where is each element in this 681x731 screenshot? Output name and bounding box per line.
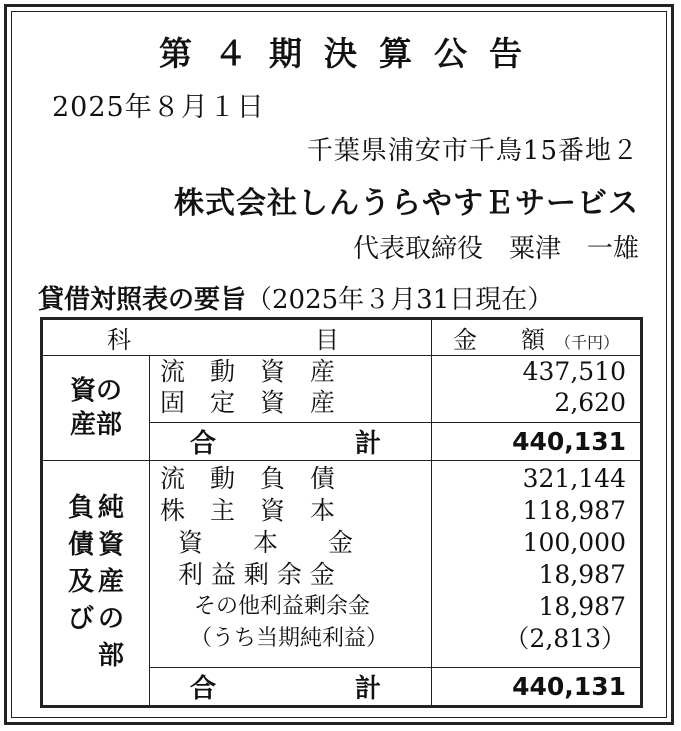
amount-value: 118,987 xyxy=(522,495,626,525)
category-char: 部 xyxy=(98,641,125,672)
col-amount-header: 金 額（千円） xyxy=(432,319,642,356)
category-char: 及 xyxy=(67,567,94,598)
category-char: 負 xyxy=(67,493,94,524)
amount-value: 18,987 xyxy=(538,559,626,589)
liab-label-col2 xyxy=(98,490,124,675)
category-char: び xyxy=(67,604,94,635)
balance-sheet-table xyxy=(40,317,643,708)
notice-title: 第４期決算公告 xyxy=(159,34,544,73)
category-char: の xyxy=(98,604,125,635)
liabilities-items xyxy=(150,460,432,667)
list-item: その他利益剰余金 xyxy=(194,593,371,619)
category-char: 産 xyxy=(98,567,125,598)
representative xyxy=(353,228,639,265)
list-item: 流 動 負 債 xyxy=(160,463,336,493)
heading-date: （2025年３月31日現在） xyxy=(246,285,554,315)
liab-label-col1 xyxy=(68,490,94,675)
amount-value: 18,987 xyxy=(538,591,626,621)
assets-label-line1: 資の xyxy=(69,375,122,406)
amount-value: 437,510 xyxy=(522,357,626,386)
company-address: 千葉県浦安市千鳥15番地２ xyxy=(306,136,639,166)
assets-total-value: 440,131 xyxy=(432,422,642,460)
list-item: （うち当期純利益） xyxy=(190,625,389,651)
representative-name: 粟津 一雄 xyxy=(508,234,639,264)
assets-amounts xyxy=(432,356,642,423)
col-item-header: 科 目 xyxy=(42,319,432,356)
unit-label: （千円） xyxy=(554,333,619,352)
table-header-row xyxy=(42,319,642,356)
amount-value: （2,813） xyxy=(504,623,626,653)
company-name: 株式会社しんうらやすＥサービス xyxy=(174,186,639,221)
assets-total-label: 合 計 xyxy=(150,422,432,460)
amount-value: 100,000 xyxy=(522,527,626,557)
list-item: 利 益 剰 余 金 xyxy=(178,559,335,589)
category-char: 純 xyxy=(98,493,125,524)
heading-title: 貸借対照表の要旨 xyxy=(38,285,247,315)
category-char: 債 xyxy=(67,530,94,561)
amount-value: 2,620 xyxy=(554,388,626,417)
liabilities-section xyxy=(42,460,642,667)
list-item: 固 定 資 産 xyxy=(160,388,336,417)
liabilities-total-label: 合 計 xyxy=(150,668,432,707)
liabilities-total-value: 440,131 xyxy=(432,668,642,707)
category-char: 資 xyxy=(98,530,125,561)
representative-title: 代表取締役 xyxy=(352,234,483,264)
notice-date: 2025年８月１日 xyxy=(52,92,265,123)
assets-category xyxy=(42,356,150,461)
list-item: 資 本 金 xyxy=(178,527,354,557)
liabilities-amounts xyxy=(432,460,642,667)
amount-value: 321,144 xyxy=(522,463,626,493)
liabilities-category xyxy=(42,460,150,706)
list-item: 株 主 資 本 xyxy=(160,495,336,525)
list-item: 流 動 資 産 xyxy=(160,357,336,386)
balance-sheet-heading xyxy=(38,279,553,316)
assets-section xyxy=(42,356,642,423)
assets-items xyxy=(150,356,432,423)
assets-label-line2: 産部 xyxy=(69,409,122,440)
